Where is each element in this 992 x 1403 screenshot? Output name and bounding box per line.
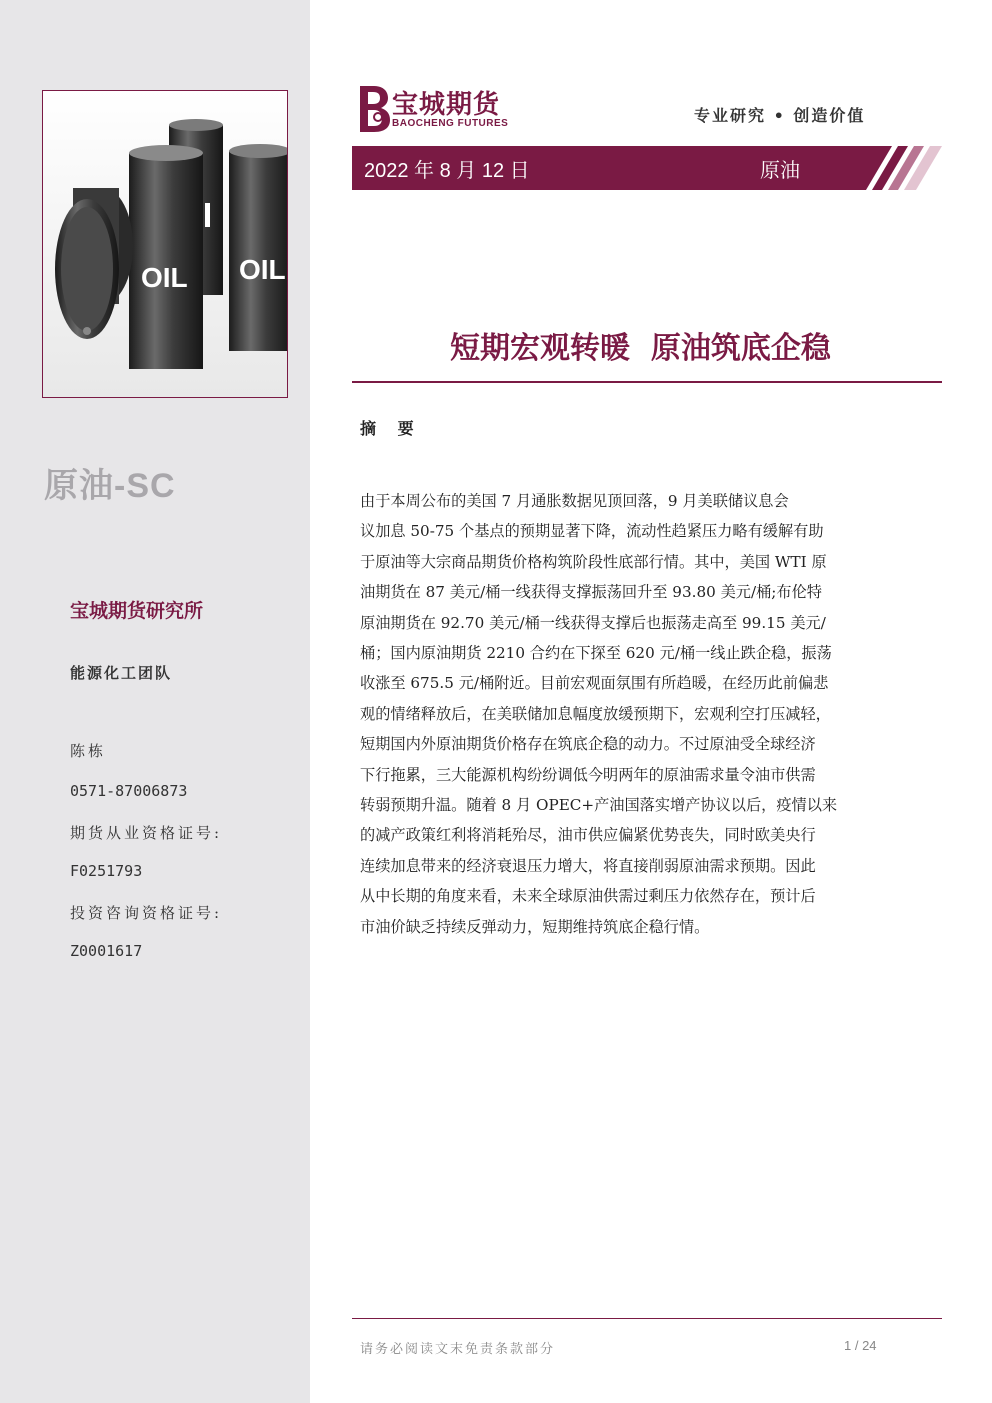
oil-barrels-photo bbox=[42, 90, 288, 398]
advisory-license-label: 投资咨询资格证号: bbox=[70, 904, 223, 922]
abstract-heading: 摘 要 bbox=[360, 419, 422, 438]
abstract-line: 市油价缺乏持续反弹动力，短期维持筑底企稳行情。 bbox=[360, 917, 710, 936]
page-number: 1 / 24 bbox=[844, 1338, 877, 1353]
abstract-line: 油期货在 87 美元/桶一线获得支撑振荡回升至 93.80 美元/桶;布伦特 bbox=[360, 583, 822, 602]
report-title: 短期宏观转暖 原油筑底企稳 bbox=[450, 331, 831, 366]
futures-license-number: F0251793 bbox=[70, 862, 143, 880]
product-name: 原油-SC bbox=[44, 467, 176, 505]
abstract-line: 转弱预期升温。随着 8 月 OPEC+产油国落实增产协议以后，疫情以来 bbox=[360, 796, 838, 815]
abstract-line: 收涨至 675.5 元/桶附近。目前宏观面氛围有所趋暖，在经历此前偏悲 bbox=[360, 674, 829, 693]
abstract-line: 原油期货在 92.70 美元/桶一线获得支撑后也振荡走高至 99.15 美元/ bbox=[360, 613, 826, 632]
abstract-line: 于原油等大宗商品期货价格构筑阶段性底部行情。其中，美国 WTI 原 bbox=[360, 552, 827, 571]
analyst-name: 陈栋 bbox=[70, 742, 107, 760]
report-date: 2022 年 8 月 12 日 bbox=[364, 160, 530, 182]
title-divider bbox=[352, 381, 942, 383]
futures-license-label: 期货从业资格证号: bbox=[70, 824, 223, 842]
abstract-line: 的减产政策红利将消耗殆尽，油市供应偏紧优势丧失，同时欧美央行 bbox=[360, 826, 816, 845]
abstract-line: 桶；国内原油期货 2210 合约在下探至 620 元/桶一线止跌企稳，振荡 bbox=[360, 644, 832, 663]
abstract-line: 连续加息带来的经济衰退压力增大，将直接削弱原油需求预期。因此 bbox=[360, 856, 816, 875]
report-sector: 原油 bbox=[760, 158, 800, 182]
abstract-line: 短期国内外原油期货价格存在筑底企稳的动力。不过原油受全球经济 bbox=[360, 735, 816, 754]
footer-disclaimer: 请务必阅读文末免责条款部分 bbox=[360, 1342, 556, 1357]
analyst-phone: 0571-87006873 bbox=[70, 782, 188, 800]
abstract-line: 议加息 50-75 个基点的预期显著下降，流动性趋紧压力略有缓解有助 bbox=[360, 522, 824, 541]
barrel-label-2: OIL bbox=[239, 254, 286, 285]
team-name: 能源化工团队 bbox=[70, 664, 173, 682]
footer-divider bbox=[352, 1318, 942, 1319]
abstract-line: 观的情绪释放后，在美联储加息幅度放缓预期下，宏观利空打压减轻， bbox=[360, 704, 831, 723]
abstract-body bbox=[360, 486, 920, 942]
abstract-line: 由于本周公布的美国 7 月通胀数据见顶回落，9 月美联储议息会 bbox=[360, 492, 789, 510]
institute-name: 宝城期货研究所 bbox=[70, 600, 204, 622]
sidebar bbox=[0, 0, 310, 1403]
brand-name-en: BAOCHENG FUTURES bbox=[392, 118, 509, 129]
brand-name-cn: 宝城期货 bbox=[392, 90, 501, 120]
barrel-label-1: OIL bbox=[141, 262, 188, 293]
abstract-line: 从中长期的角度来看，未来全球原油供需过剩压力依然存在，预计后 bbox=[360, 887, 816, 906]
slogan: 专业研究 • 创造价值 bbox=[694, 106, 866, 125]
abstract-line: 下行拖累，三大能源机构纷纷调低今明两年的原油需求量令油市供需 bbox=[360, 765, 816, 784]
advisory-license-number: Z0001617 bbox=[70, 942, 143, 960]
